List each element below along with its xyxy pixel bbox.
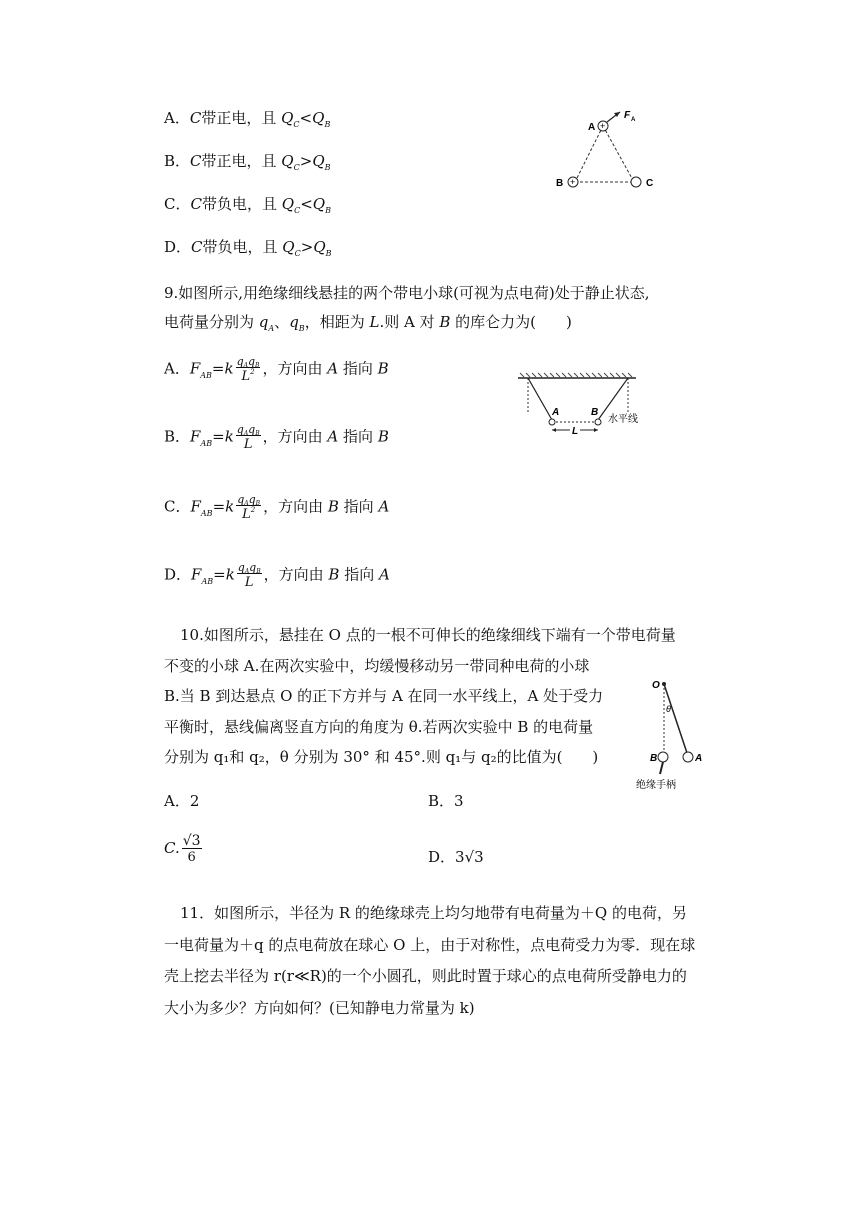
fraction: $\frac{\text{qAqB}}{L}$: [237, 561, 261, 590]
q10-option-b[interactable]: B．3: [428, 792, 464, 810]
q8-option-c[interactable]: C．C带负电，且 $Q_C<Q_B$: [164, 195, 331, 215]
q9-option-b[interactable]: B．$F_{AB}=k$ $\frac{\text{qAqB}}{L}$ ，方向由 A 指向 B: [164, 423, 389, 452]
svg-text:θ: θ: [666, 704, 671, 714]
q8-option-a[interactable]: A．C带正电，且 $Q_C<Q_B$: [164, 109, 331, 129]
q9-option-d[interactable]: D．$F_{AB}=k$ $\frac{\text{qAqB}}{L}$ ，方向由 B 指向 A: [164, 561, 390, 590]
charge-c: [631, 177, 641, 187]
q9-hanging-balls-figure: [512, 370, 662, 440]
svg-text:B: B: [591, 407, 599, 418]
q10-stem-line5: 分别为 q₁和 q₂，θ 分别为 30° 和 45°.则 q₁与 q₂的比值为( ): [164, 748, 599, 766]
q10-option-c[interactable]: C. $\frac{√3}{6}$: [164, 833, 201, 865]
q10-stem-line4: 平衡时，悬线偏离竖直方向的角度为 θ.若两次实验中 B 的电荷量: [164, 718, 594, 736]
svg-text:A: A: [695, 753, 703, 764]
fraction: $\frac{\text{qAqB}}{L}$: [236, 423, 260, 452]
q8-triangle-figure: [548, 100, 668, 195]
q10-option-a[interactable]: A．2: [164, 792, 200, 810]
q10-stem-line2: 不变的小球 A.在两次实验中，均缓慢移动另一带同种电荷的小球: [164, 657, 590, 675]
ball-b: [658, 752, 668, 762]
svg-text:绝缘手柄: 绝缘手柄: [636, 780, 676, 791]
svg-text:B: B: [650, 753, 658, 764]
svg-text:A: A: [631, 117, 636, 123]
svg-text:L: L: [572, 426, 579, 437]
svg-text:+: +: [600, 121, 606, 131]
svg-text:O: O: [652, 680, 660, 691]
svg-text:水平线: 水平线: [608, 414, 638, 425]
q11-stem-line4: 大小为多少？方向如何？(已知静电力常量为 k): [164, 999, 475, 1017]
fraction: $\frac{√3}{6}$: [182, 833, 201, 865]
ball-b: [595, 419, 601, 425]
svg-text:B: B: [556, 178, 564, 189]
insulated-handle: [660, 762, 663, 774]
q8-option-b[interactable]: B．C带正电，且 $Q_C>Q_B$: [164, 152, 331, 172]
q9-stem-line1: 9.如图所示,用绝缘细线悬挂的两个带电小球(可视为点电荷)处于静止状态,: [164, 284, 650, 302]
fraction: $\frac{\text{qAqB}}{L^2}$: [236, 355, 260, 384]
q10-stem-line3: B.当 B 到达悬点 O 的正下方并与 A 在同一水平线上，A 处于受力: [164, 687, 604, 705]
q9-stem-line2: 电荷量分别为 $q_A$、$q_B$，相距为 L.则 A 对 B 的库仑力为( ): [164, 313, 572, 333]
svg-text:A: A: [588, 122, 596, 133]
q11-stem-line2: 一电荷量为＋q 的点电荷放在球心 O 上，由于对称性，点电荷受力为零．现在球: [164, 936, 696, 954]
q10-stem-line1: 10.如图所示，悬挂在 O 点的一根不可伸长的绝缘细线下端有一个带电荷量: [180, 626, 676, 644]
q11-stem-line1: 11．如图所示，半径为 R 的绝缘球壳上均匀地带有电荷量为＋Q 的电荷，另: [180, 904, 687, 922]
ball-a: [549, 419, 555, 425]
thread: [664, 684, 688, 756]
svg-text:F: F: [624, 110, 631, 121]
svg-text:C: C: [646, 178, 654, 189]
svg-text:A: A: [552, 407, 560, 418]
thread-a: [528, 378, 552, 420]
q10-option-d[interactable]: D．3√3: [428, 848, 484, 866]
q8-option-d[interactable]: D．C带负电，且 $Q_C>Q_B$: [164, 238, 332, 258]
fraction: $\frac{\text{qAqB}}{L^2}$: [237, 493, 261, 522]
svg-text:+: +: [570, 177, 576, 187]
ball-a: [683, 752, 693, 762]
q9-option-c[interactable]: C．$F_{AB}=k$ $\frac{\text{qAqB}}{L^2}$ ，方向由 B 指向 A: [164, 493, 390, 522]
q11-stem-line3: 壳上挖去半径为 r(r≪R)的一个小圆孔，则此时置于球心的点电荷所受静电力的: [164, 967, 687, 985]
q9-option-a[interactable]: A．$F_{AB}=k$ $\frac{\text{qAqB}}{L^2}$ ，方向由 A 指向 B: [164, 355, 389, 384]
q10-pendulum-figure: [632, 672, 722, 796]
